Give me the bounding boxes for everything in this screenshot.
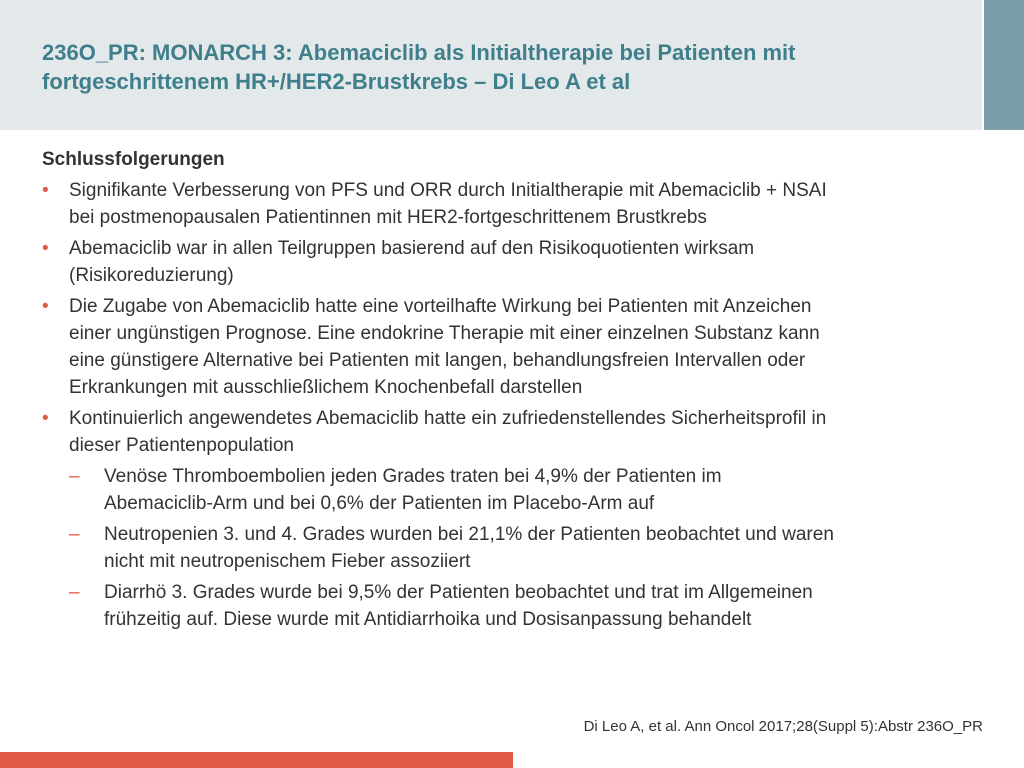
header-accent-block [984,0,1024,130]
bullet-line: (Risikoreduzierung) [69,265,234,286]
bullet-line: eine günstigere Alternative bei Patienten mit langen, behandlungsfreien Intervallen oder [69,350,806,371]
sub-bullet-item [69,579,992,633]
footer-accent-bar [0,752,513,768]
bullet-item [42,405,992,633]
citation: Di Leo A, et al. Ann Oncol 2017;28(Suppl 5):Abstr 236O_PR [583,718,983,735]
sub-bullet-line: nicht mit neutropenischem Fieber assoziiert [104,551,471,572]
sub-bullet-line: frühzeitig auf. Diese wurde mit Antidiarrhoika und Dosisanpassung behandelt [104,609,752,630]
bullet-line: Kontinuierlich angewendetes Abemaciclib hatte ein zufriedenstellendes Sicherheitsprofil in [69,408,827,429]
bullet-dot-icon: • [42,296,49,317]
bullet-line: Erkrankungen mit ausschließlichem Knochenbefall darstellen [69,377,583,398]
sub-bullet-item [69,463,992,517]
sub-bullet-line: Neutropenien 3. und 4. Grades wurden bei 21,1% der Patienten beobachtet und waren [104,524,834,545]
bullet-dot-icon: • [42,408,49,429]
bullet-line: Abemaciclib war in allen Teilgruppen basierend auf den Risikoquotienten wirksam [69,238,755,259]
sub-bullet-item [69,521,992,575]
sub-bullet-line: Abemaciclib-Arm und bei 0,6% der Patienten im Placebo-Arm auf [104,493,655,514]
bullet-item [42,235,992,289]
slide-content [42,146,992,637]
bullet-line: einer ungünstigen Prognose. Eine endokrine Therapie mit einer einzelnen Substanz kann [69,323,820,344]
bullet-line: bei postmenopausalen Patientinnen mit HER2-fortgeschrittenem Brustkrebs [69,207,707,228]
bullet-line: dieser Patientenpopulation [69,435,295,456]
section-heading: Schlussfolgerungen [42,149,225,170]
dash-icon: – [69,524,80,545]
bullet-line: Die Zugabe von Abemaciclib hatte eine vorteilhafte Wirkung bei Patienten mit Anzeichen [69,296,812,317]
sub-bullet-list [69,463,992,633]
bullet-item [42,177,992,231]
title-line: fortgeschrittenem HR+/HER2-Brustkrebs – Di Leo A et al [42,69,631,94]
bullet-item [42,293,992,401]
title-line: 236O_PR: MONARCH 3: Abemaciclib als Initialtherapie bei Patienten mit [42,40,796,65]
sub-bullet-line: Venöse Thromboembolien jeden Grades traten bei 4,9% der Patienten im [104,466,722,487]
dash-icon: – [69,582,80,603]
dash-icon: – [69,466,80,487]
slide-title [42,38,972,96]
bullet-dot-icon: • [42,180,49,201]
bullet-list [42,177,992,633]
sub-bullet-line: Diarrhö 3. Grades wurde bei 9,5% der Patienten beobachtet und trat im Allgemeinen [104,582,813,603]
bullet-line: Signifikante Verbesserung von PFS und ORR durch Initialtherapie mit Abemaciclib + NSAI [69,180,827,201]
bullet-dot-icon: • [42,238,49,259]
